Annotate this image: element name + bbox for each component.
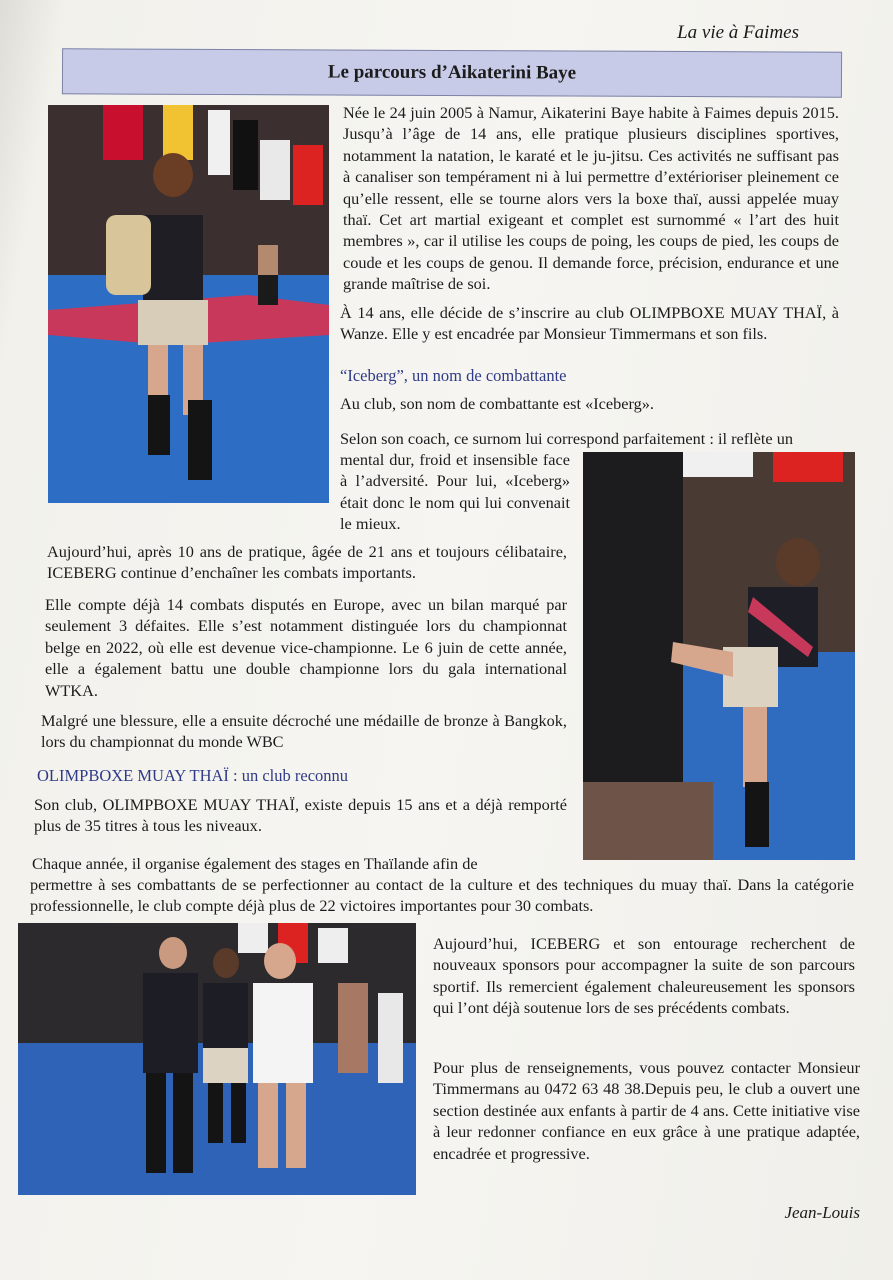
photo-fighter-with-belt: [48, 105, 329, 503]
signature: Jean-Louis: [784, 1203, 860, 1222]
paragraph-stages-line1: Chaque année, il organise également des stages en Thaïlande afin de: [32, 854, 478, 873]
paragraph-today: Aujourd’hui, après 10 ans de pratique, âgée de 21 ans et toujours célibataire, ICEBERG continue d’enchaîner les combats importants.: [47, 542, 567, 583]
paragraph-intro: Née le 24 juin 2005 à Namur, Aikaterini Baye habite à Faimes depuis 2015. Jusqu’à l’âge de 14 ans, elle pratique plusieurs disciplines sportives, notamment la natation, le karaté et le ju-jitsu. Ces activités ne suffisant pas à canaliser son tempérament ni à lui permettre d’extérioriser pleinement ce qu’elle ressent, elle se tourne alors vers la boxe thaï, aussi appelée muay thaï. Cet art martial exigeant et complet est surnommé « l’art des huit membres », car il utilise les coups de poing, les coups de pied, les coups de coude et les coups de genou. Il demande force, précision, endurance et une grande maîtrise de soi.: [343, 103, 839, 294]
paragraph-club-join: À 14 ans, elle décide de s’inscrire au club OLIMPBOXE MUAY THAÏ, à Wanze. Elle y est encadrée par Monsieur Timmermans et son fils.: [340, 303, 839, 344]
paragraph-coach-line1: Selon son coach, ce surnom lui correspond parfaitement : il reflète un: [340, 429, 794, 448]
paragraph-stages-rest: permettre à ses combattants de se perfectionner au contact de la culture et des techniques du muay thaï. Dans la catégorie professionnelle, le club compte déjà plus de 22 victoires importantes pour 30 combats.: [30, 875, 854, 916]
paragraph-nickname: Au club, son nom de combattante est «Iceberg».: [340, 394, 654, 413]
paragraph-contact: Pour plus de renseignements, vous pouvez contacter Monsieur Timmermans au 0472 63 48 38.Depuis peu, le club a ouvert une section destinée aux enfants à partir de 4 ans. Cette initiative vise à leur redonner confiance en eux grâce à une pratique adaptée, encadrée et progressive.: [433, 1058, 860, 1163]
paragraph-sponsors: Aujourd’hui, ICEBERG et son entourage recherchent de nouveaux sponsors pour accompagner la suite de son parcours sportif. Ils remercient également chaleureusement les sponsors qui l’ont déjà soutenue lors de ses précédents combats.: [433, 934, 855, 1018]
paragraph-bronze: Malgré une blessure, elle a ensuite décroché une médaille de bronze à Bangkok, lors du championnat du monde WBC: [41, 711, 567, 752]
paragraph-coach-rest: mental dur, froid et insensible face à l’adversité. Pour lui, «Iceberg» était donc le nom qui lui convenait le mieux.: [340, 450, 570, 534]
photo-group-coaches: [18, 923, 416, 1195]
paragraph-record: Elle compte déjà 14 combats disputés en Europe, avec un bilan marqué par seulement 3 défaites. Elle s’est notamment distinguée lors du championnat belge en 2022, où elle est devenue vice-championne. Le 6 juin de cette année, elle a également battu une double championne lors du gala international WTKA.: [45, 595, 567, 700]
paragraph-club-history: Son club, OLIMPBOXE MUAY THAÏ, existe depuis 15 ans et a déjà remporté plus de 35 titres à tous les niveaux.: [34, 795, 567, 836]
article-title: Le parcours d’Aikaterini Baye: [62, 48, 842, 97]
section-header: La vie à Faimes: [677, 22, 799, 43]
subtitle-iceberg: “Iceberg”, un nom de combattante: [340, 366, 567, 385]
photo-high-kick: [583, 452, 855, 860]
subtitle-club: OLIMPBOXE MUAY THAÏ : un club reconnu: [37, 766, 349, 785]
